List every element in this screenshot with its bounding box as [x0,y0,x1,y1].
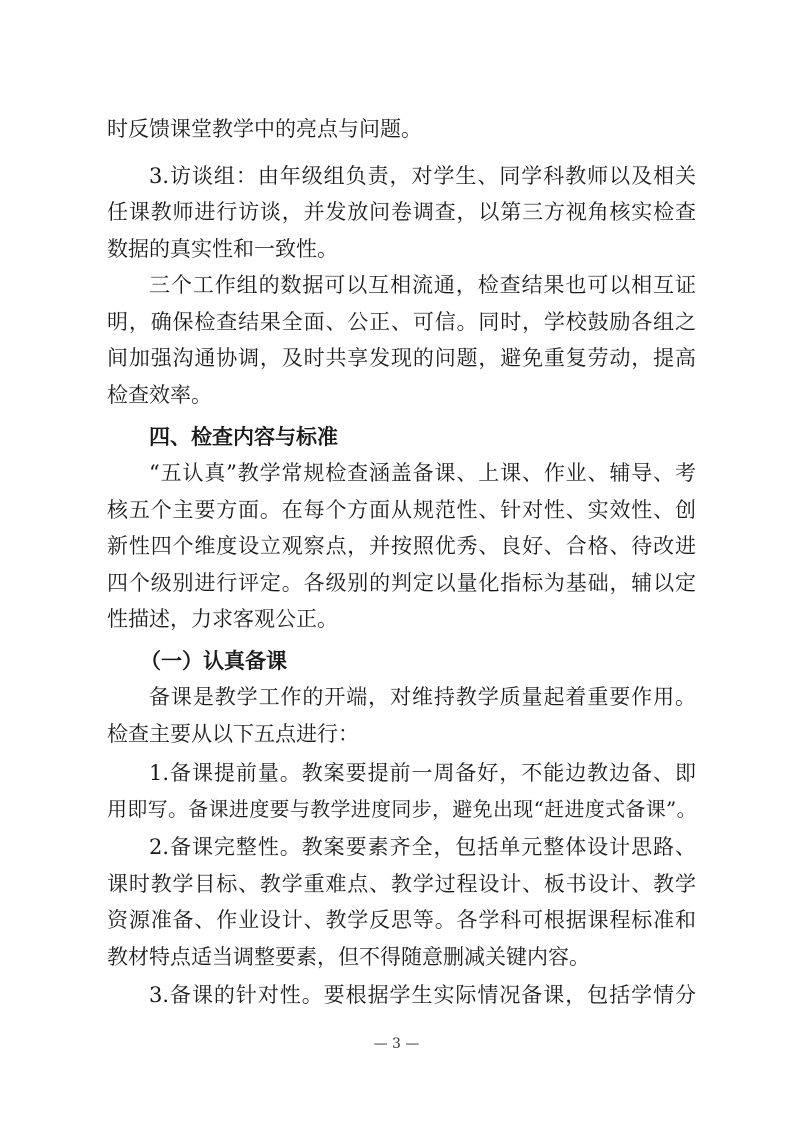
paragraph-line: “五认真”教学常规检查涵盖备课、上课、作业、辅导、考 [149,461,696,485]
paragraph-line: 任课教师进行访谈，并发放问卷调查，以第三方视角核实检查 [107,200,696,224]
paragraph-line: 教材特点适当调整要素，但不得随意删减关键内容。 [107,945,590,969]
paragraph-line: 用即写。备课进度要与教学进度同步，避免出现“赶进度式备课”。 [107,797,696,821]
paragraph-line: 新性四个维度设立观察点，并按照优秀、良好、合格、待改进 [107,534,696,558]
paragraph-line: 性描述，力求客观公正。 [107,607,338,631]
paragraph-line: 课时教学目标、教学重难点、教学过程设计、板书设计、教学 [107,872,696,896]
paragraph-line: 3.访谈组：由年级组负责，对学生、同学科教师以及相关 [149,164,696,188]
subsection-heading: （一）认真备课 [140,649,287,673]
paragraph-line: 数据的真实性和一致性。 [107,237,338,261]
paragraph-line: 核五个主要方面。在每个方面从规范性、针对性、实效性、创 [107,498,696,522]
paragraph-line: 时反馈课堂教学中的亮点与问题。 [107,117,422,141]
paragraph-line: 资源准备、作业设计、教学反思等。各学科可根据课程标准和 [107,908,696,932]
section-heading: 四、检查内容与标准 [149,425,338,449]
paragraph-line: 检查效率。 [107,383,212,407]
paragraph-line: 检查主要从以下五点进行： [107,722,359,746]
page-number: — 3 — [373,1036,420,1052]
paragraph-line: 四个级别进行评定。各级别的判定以量化指标为基础，辅以定 [107,571,696,595]
paragraph-line: 三个工作组的数据可以互相流通，检查结果也可以相互证 [149,273,696,297]
paragraph-line: 2.备课完整性。教案要素齐全，包括单元整体设计思路、 [149,835,696,859]
paragraph-line: 间加强沟通协调，及时共享发现的问题，避免重复劳动，提高 [107,346,696,370]
paragraph-line: 明，确保检查结果全面、公正、可信。同时，学校鼓励各组之 [107,310,696,334]
paragraph-line: 1.备课提前量。教案要提前一周备好，不能边教边备、即 [149,761,696,785]
paragraph-line: 备课是教学工作的开端，对维持教学质量起着重要作用。 [149,685,696,709]
paragraph-line: 3.备课的针对性。要根据学生实际情况备课，包括学情分 [149,983,696,1007]
